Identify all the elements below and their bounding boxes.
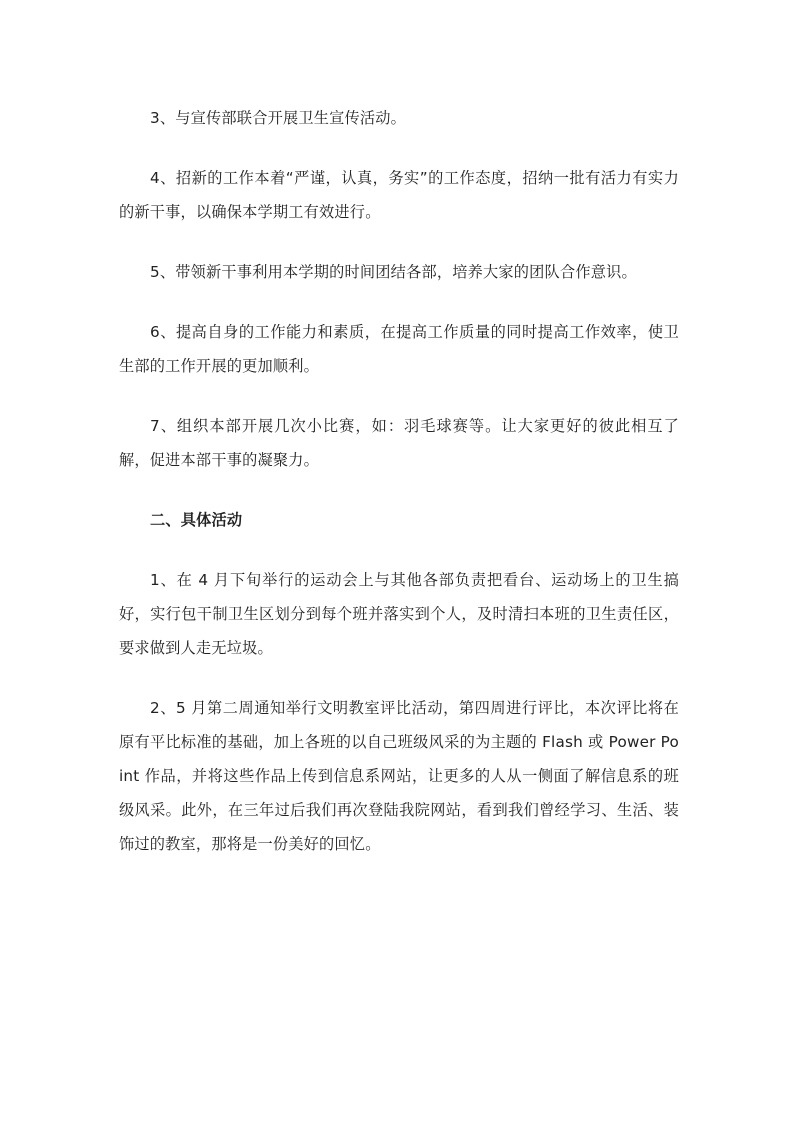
document-body [119,101,679,861]
activity-item-2: 2、5 月第二周通知举行文明教室评比活动，第四周进行评比，本次评比将在原有平比标准的基础，加上各班的以自己班级风采的为主题的 Flash 或 Power Point 作品，并将这些作品上传到信息系网站，让更多的人从一侧面了解信息系的班级风采。此外，在三年过后我们再次登陆我院网站，看到我们曾经学习、生活、装饰过的教室，那将是一份美好的回忆。 [119,699,679,853]
section-heading: 二、具体活动 [150,511,243,529]
activity-item-1: 1、在 4 月下旬举行的运动会上与其他各部负责把看台、运动场上的卫生搞好，实行包干制卫生区划分到每个班并落实到个人，及时清扫本班的卫生责任区，要求做到人走无垃圾。 [119,571,679,657]
paragraph-item-6: 6、提高自身的工作能力和素质，在提高工作质量的同时提高工作效率，使卫生部的工作开展的更加顺利。 [119,323,679,375]
paragraph-item-7: 7、组织本部开展几次小比赛，如：羽毛球赛等。让大家更好的彼此相互了解，促进本部干事的凝聚力。 [119,417,679,469]
paragraph-item-5: 5、带领新干事利用本学期的时间团结各部，培养大家的团队合作意识。 [150,263,637,281]
paragraph-item-4: 4、招新的工作本着“严谨，认真，务实”的工作态度，招纳一批有活力有实力的新干事，以确保本学期工有效进行。 [119,169,679,221]
paragraph-item-3: 3、与宣传部联合开展卫生宣传活动。 [150,109,407,127]
